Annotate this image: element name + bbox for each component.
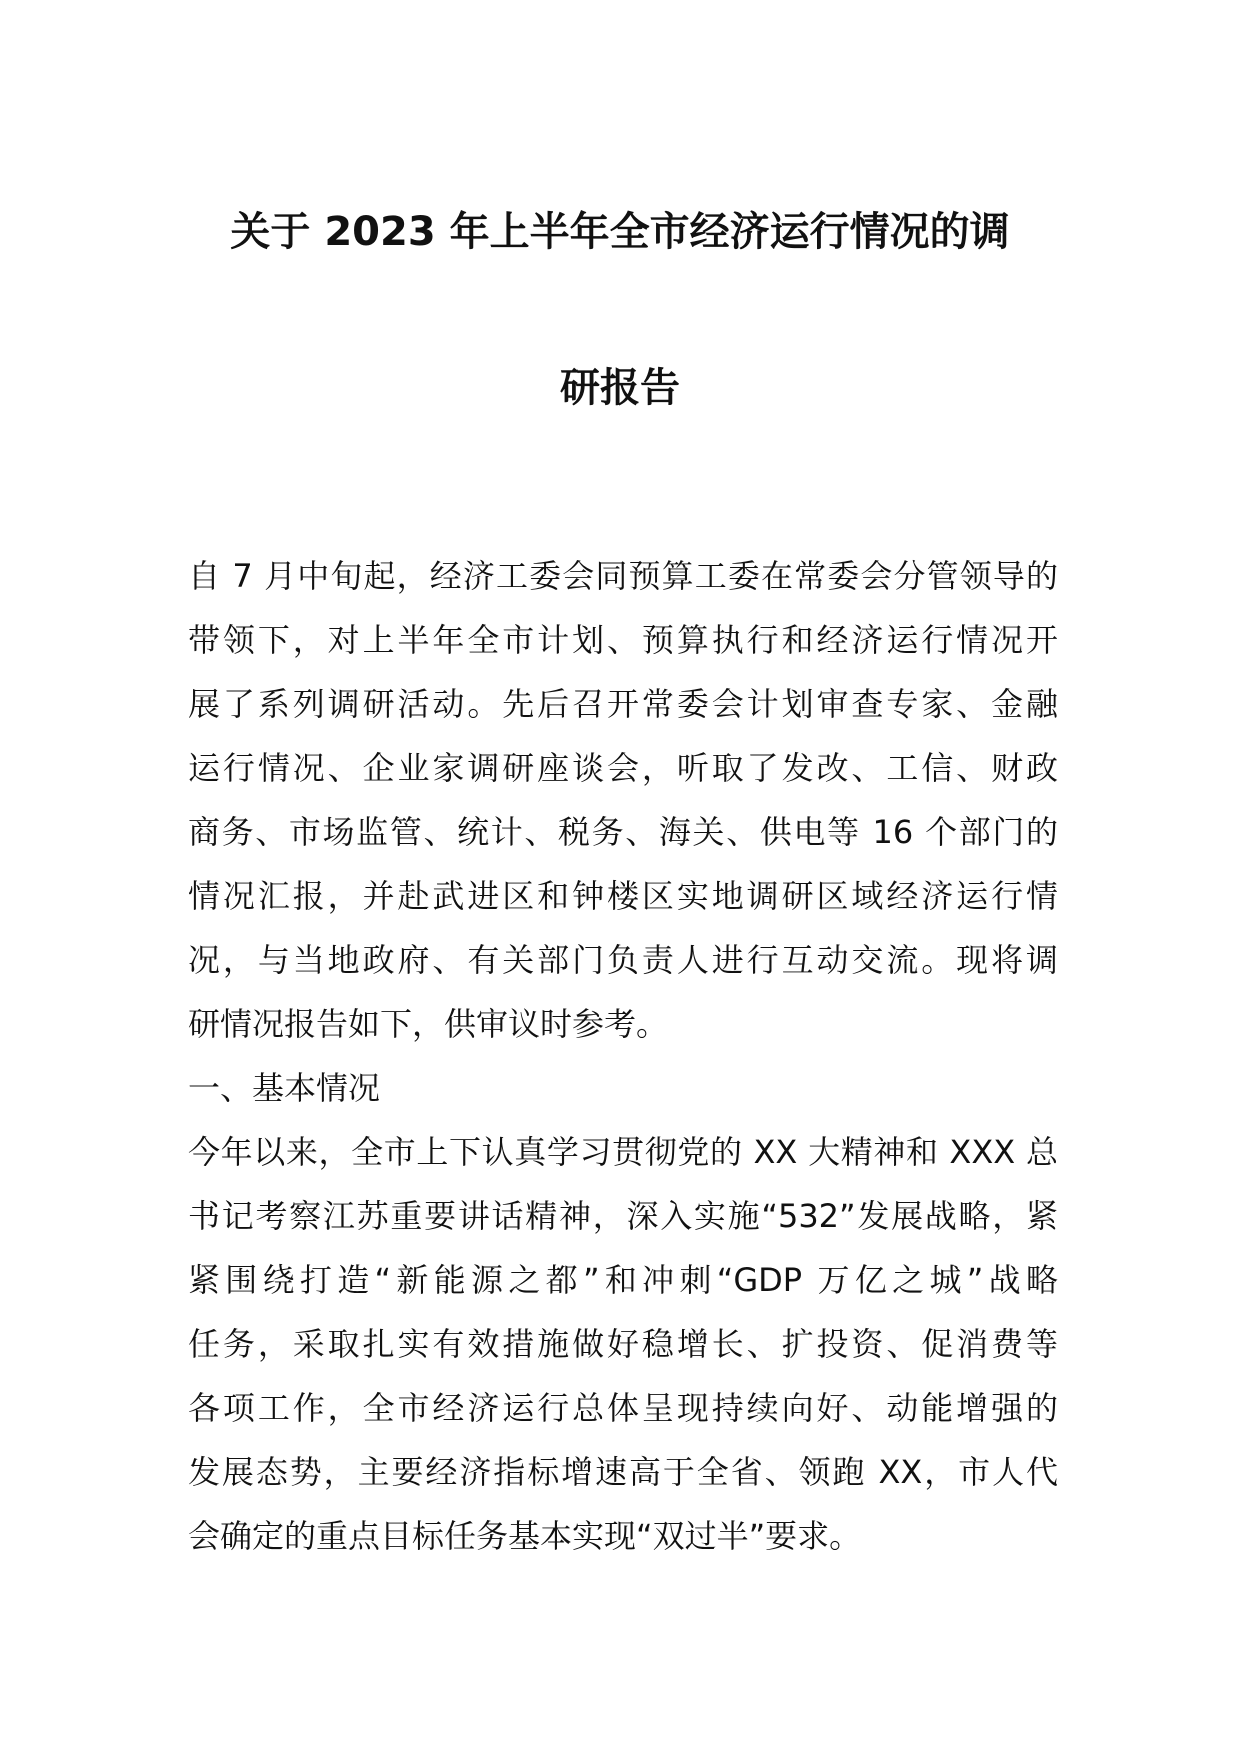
text-line: 自 7 月中旬起，经济工委会同预算工委在常委会分管领导的 xyxy=(188,557,1058,595)
text-line: 各项工作，全市经济运行总体呈现持续向好、动能增强的 xyxy=(188,1389,1058,1427)
paragraph-intro xyxy=(188,544,1058,1056)
text-line: 情况汇报，并赴武进区和钟楼区实地调研区域经济运行情 xyxy=(188,877,1058,915)
text-line: 紧围绕打造“新能源之都”和冲刺“GDP 万亿之城”战略 xyxy=(188,1261,1058,1299)
section-heading-text: 一、基本情况 xyxy=(188,1069,381,1107)
document-title-line-1: 关于 2023 年上半年全市经济运行情况的调 xyxy=(230,209,1010,255)
text-line: 发展态势，主要经济指标增速高于全省、领跑 XX，市人代 xyxy=(188,1453,1058,1491)
text-line: 商务、市场监管、统计、税务、海关、供电等 16 个部门的 xyxy=(188,813,1058,851)
text-line: 书记考察江苏重要讲话精神，深入实施“532”发展战略，紧 xyxy=(188,1197,1058,1235)
text-line: 任务，采取扎实有效措施做好稳增长、扩投资、促消费等 xyxy=(188,1325,1058,1363)
text-line: 研情况报告如下，供审议时参考。 xyxy=(188,1005,669,1043)
text-line: 况，与当地政府、有关部门负责人进行互动交流。现将调 xyxy=(188,941,1058,979)
text-line: 运行情况、企业家调研座谈会，听取了发改、工信、财政 xyxy=(188,749,1058,787)
paragraph-basic-situation xyxy=(188,1120,1058,1568)
text-line: 今年以来，全市上下认真学习贯彻党的 XX 大精神和 XXX 总 xyxy=(188,1133,1058,1171)
section-heading xyxy=(188,1056,1058,1120)
document-title-line-2: 研报告 xyxy=(560,365,680,411)
text-line: 展了系列调研活动。先后召开常委会计划审查专家、金融 xyxy=(188,685,1058,723)
text-line: 会确定的重点目标任务基本实现“双过半”要求。 xyxy=(188,1517,862,1555)
document-body xyxy=(188,544,1058,1568)
text-line: 带领下，对上半年全市计划、预算执行和经济运行情况开 xyxy=(188,621,1058,659)
